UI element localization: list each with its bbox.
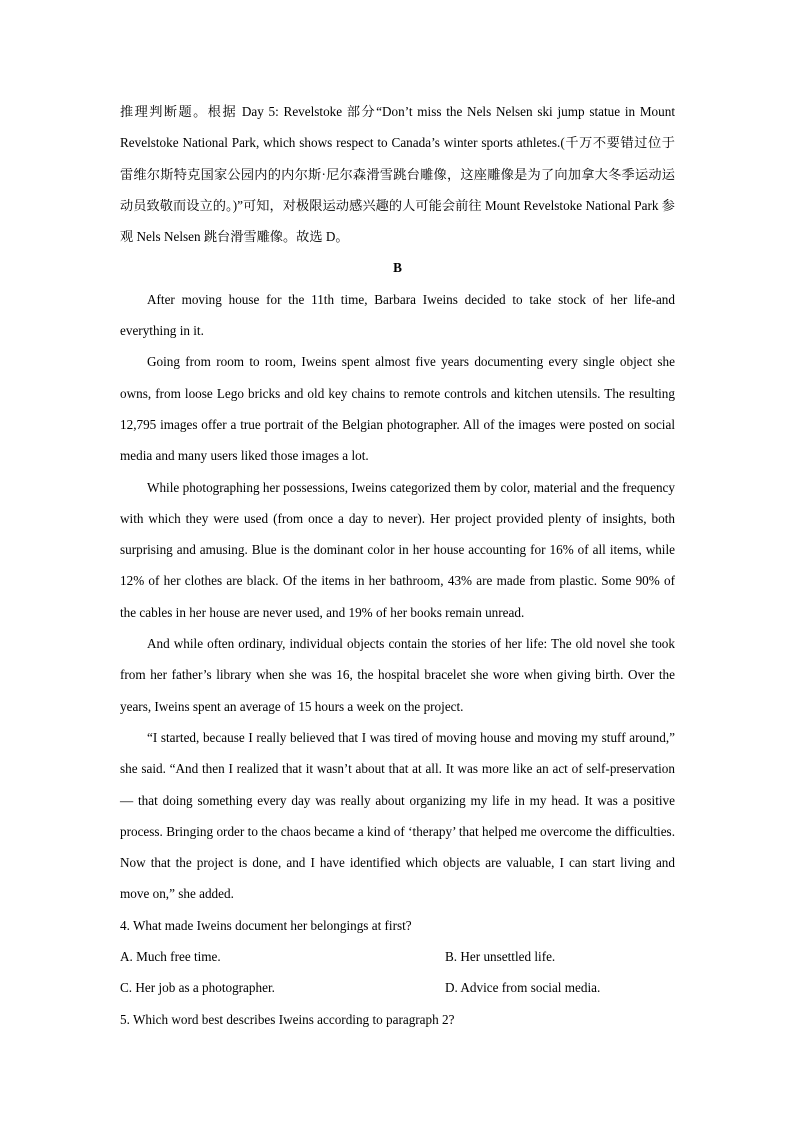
option-d: D. Advice from social media. (445, 980, 601, 996)
passage-b (120, 284, 675, 910)
passage-paragraph-1: After moving house for the 11th time, Barbara Iweins decided to take stock of her life-and everything in it. (120, 291, 675, 339)
question-5 (120, 1004, 675, 1035)
passage-paragraph-5: “I started, because I really believed that I was tired of moving house and moving my stuff around,” she said. “And then I realized that it wasn’t about that at all. It was more like an act of self-preservation — that doing something every day was really about organizing my life in my head. It was a positive process. Bringing order to the chaos became a kind of ‘therapy’ that helped me overcome the difficulties. Now that the project is done, and I have identified which objects are valuable, I can start living and move on,” she added. (120, 729, 675, 902)
option-c: C. Her job as a photographer. (120, 980, 275, 996)
options-row-2 (120, 972, 675, 1003)
option-a: A. Much free time. (120, 949, 221, 965)
passage-paragraph-4: And while often ordinary, individual objects contain the stories of her life: The old novel she took from her father’s library when she was 16, the hospital bracelet she wore when giving birth. Over the years, Iweins spent an average of 15 hours a week on the project. (120, 636, 675, 714)
options-row-1 (120, 941, 675, 972)
option-b: B. Her unsettled life. (445, 949, 556, 965)
passage-paragraph-2: Going from room to room, Iweins spent almost five years documenting every single object she owns, from loose Lego bricks and old key chains to remote controls and kitchen utensils. The resulting 12,795 images offer a true portrait of the Belgian photographer. All of the images were posted on social media and many users liked those images a lot. (120, 354, 675, 464)
question-4 (120, 910, 675, 1004)
passage-paragraph-3: While photographing her possessions, Iweins categorized them by color, material and the frequency with which they were used (from once a day to never). Her project provided plenty of insights, both surprising and amusing. Blue is the dominant color in her house accounting for 16% of all items, while 12% of her clothes are black. Of the items in her bathroom, 43% are made from plastic. Some 90% of the cables in her house are never used, and 19% of her books remain unread. (120, 479, 675, 620)
analysis-paragraph: 推理判断题。根据 Day 5: Revelstoke 部分“Don’t miss the Nels Nelsen ski jump statue in Mount Revelstoke National Park, which shows respect to Canada’s winter sports athletes.(千万不要错过位于雷维尔斯特克国家公园内的内尔斯·尼尔森滑雪跳台雕像，这座雕像是为了向加拿大冬季运动运动员致敬而设立的。)”可知，对极限运动感兴趣的人可能会前往 Mount Revelstoke National Park 参观 Nels Nelsen 跳台滑雪雕像。故选 D。 (120, 104, 675, 245)
section-heading: B (393, 260, 402, 276)
question-stem: 4. What made Iweins document her belongings at first? (120, 917, 412, 933)
question-stem: 5. Which word best describes Iweins according to paragraph 2? (120, 1011, 455, 1027)
document-page (120, 96, 675, 1035)
